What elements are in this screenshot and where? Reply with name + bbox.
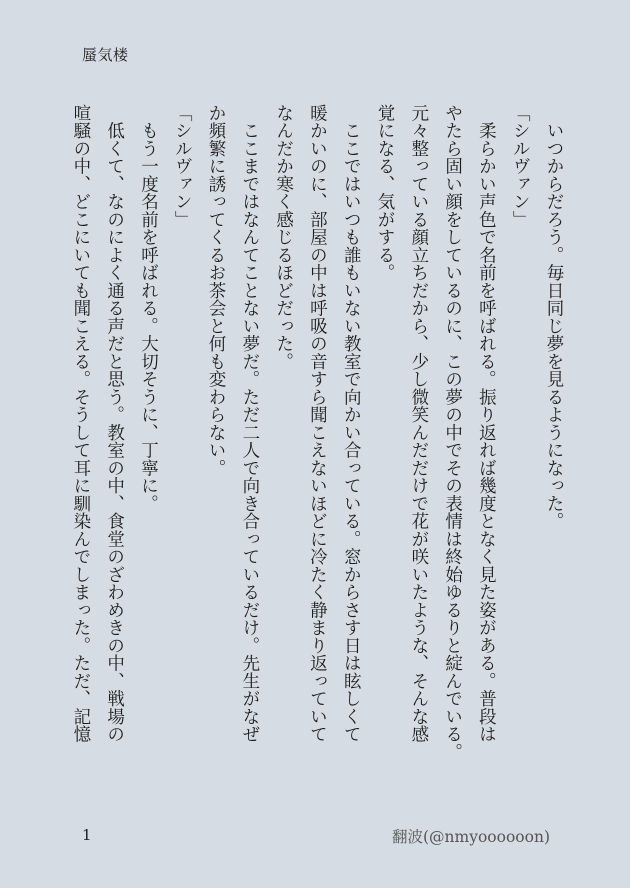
text-line: 暖かいのに、部屋の中は呼吸の音すら聞こえないほどに冷たく静まり返っていて [307, 104, 328, 743]
text-line: 喧騒の中、どこにいても聞こえる。そうして耳に馴染んでしまった。ただ、記憶 [70, 104, 91, 743]
text-line: もう一度名前を呼ばれる。大切そうに、丁寧に。 [138, 104, 159, 513]
text-line: いつからだろう。毎日同じ夢を見るようになった。 [544, 104, 564, 530]
text-line: 低くて、なのによく通る声だと思う。教室の中、食堂のざわめきの中、戦場の [104, 104, 125, 743]
text-line: 「シルヴァン」 [172, 104, 193, 229]
text-line: 元々整っている顔立ちだから、少し微笑んだだけで花が咲いたような、そんな感 [408, 104, 429, 743]
page-number: 1 [82, 826, 92, 844]
text-line: か頻繁に誘ってくるお茶会と何も変わらない。 [206, 104, 227, 477]
running-head-title: 蜃気楼 [82, 46, 129, 64]
text-line: 柔らかい声色で名前を呼ばれる。振り返れば幾度となく見た姿がある。普段は [476, 104, 497, 743]
text-line: 覚になる、気がする。 [375, 104, 396, 282]
vertical-text-body [63, 104, 570, 794]
text-line: 「シルヴァン」 [510, 104, 531, 229]
text-line: なんだか寒く感じるほどだった。 [273, 104, 294, 371]
text-line: ここではいつも誰もいない教室で向かい合っている。窓からさす日は眩しくて [341, 104, 362, 743]
author-credit: 翻波(@nmyoooooon) [391, 828, 550, 846]
text-line: ここまではなんてことない夢だ。ただ二人で向き合っているだけ。先生がなぜ [239, 104, 260, 743]
text-line: やたら固い顔をしているのに、この夢の中でその表情は終始ゆるりと綻んでいる。 [442, 104, 463, 761]
